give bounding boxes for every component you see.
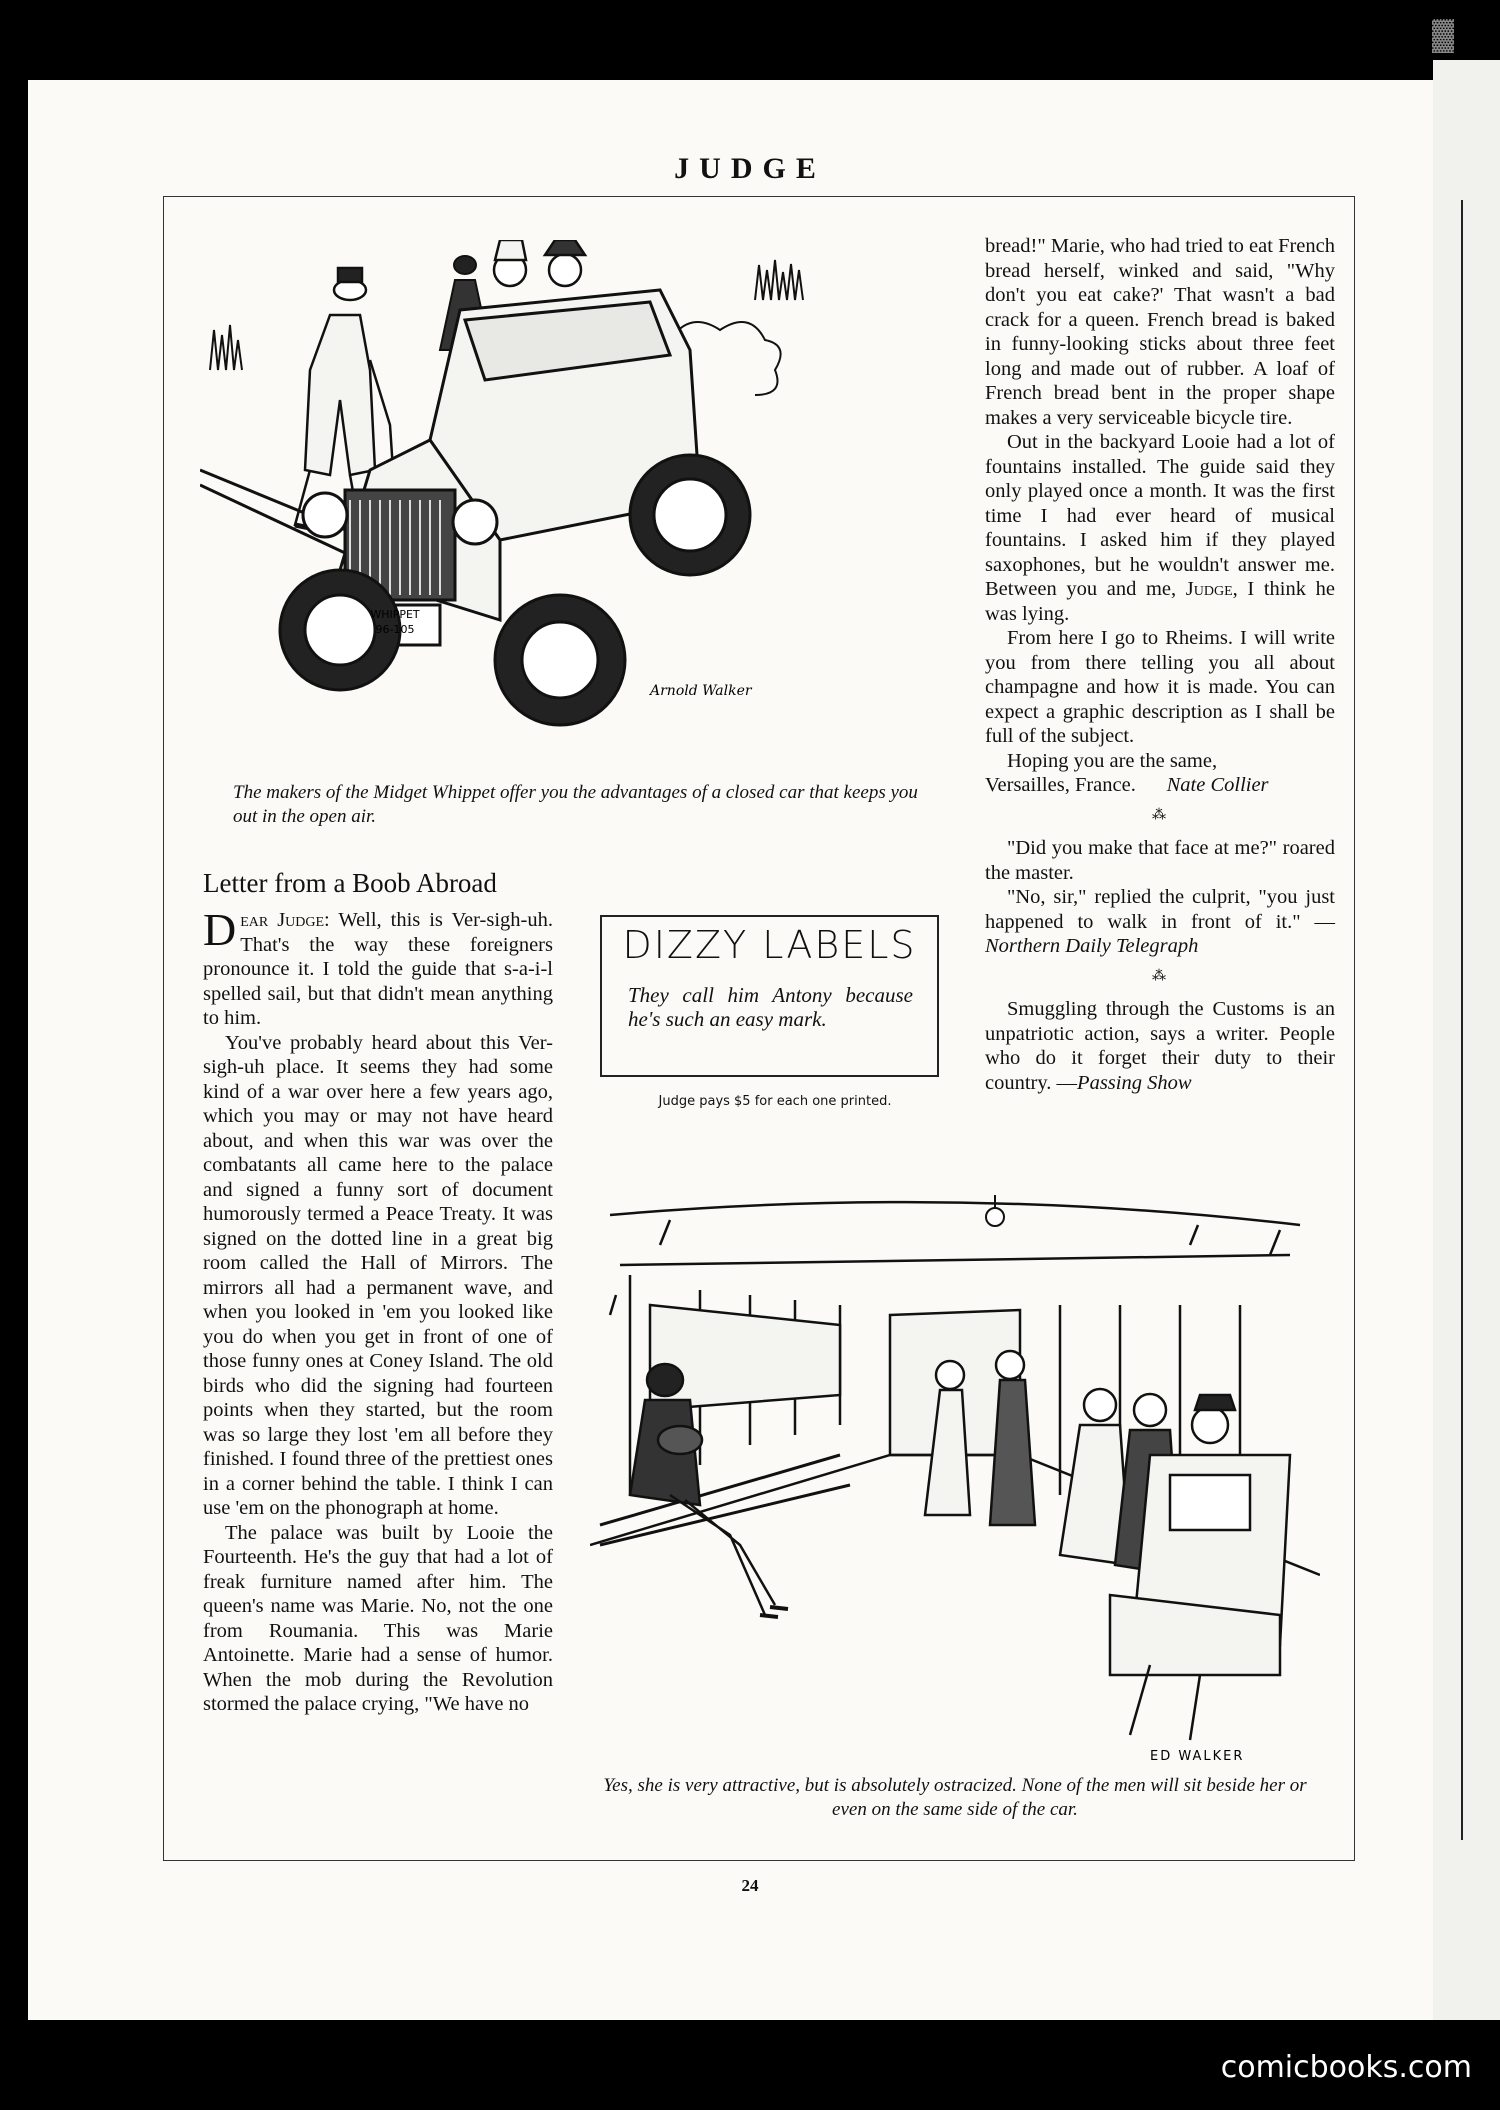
left-column [203, 904, 554, 1717]
streetcar-cartoon-illustration [590, 1195, 1320, 1765]
joke2 [985, 997, 1335, 1095]
separator-1: ⁂ [1152, 807, 1168, 823]
p2-text-a: Out in the backyard Looie had a lot of fountains installed. The guide said they only played once a month. It was the first time I had ever heard of musical fountains. I asked him if they played saxophones, but he wouldn't answer me. Between you and me, [985, 431, 1335, 600]
article-p1-text: Well, this is Ver-sigh-uh. That's the way these foreigners pronounce it. I told the guide that s-a-i-l spelled sail, but that didn't mean anything to him. [203, 909, 554, 1029]
salutation: ear Judge: [240, 909, 330, 931]
article-continued-p2 [985, 430, 1335, 626]
joke1-p1: "Did you make that face at me?" roared the master. [985, 837, 1335, 884]
dizzy-labels-note: Judge pays $5 for each one printed. [658, 1094, 892, 1109]
article-signoff [985, 773, 1335, 798]
corner-scrap: ▓ [1432, 18, 1454, 51]
dizzy-labels-text: They call him Antony because he's such an easy mark. [628, 983, 913, 1031]
drop-cap: D [203, 904, 237, 955]
car-cartoon-caption: The makers of the Midget Whippet offer you the advantages of a closed car that keeps you out in the open air. [233, 782, 918, 827]
signoff-author: Nate Collier [1166, 774, 1269, 796]
cartoon2-signature: ED WALKER [1150, 1749, 1245, 1764]
watermark: comicbooks.com [1220, 2050, 1472, 2085]
joke1-p2 [985, 885, 1335, 959]
right-column [985, 234, 1335, 1095]
article-p2: You've probably heard about this Ver-sigh-uh place. It seems they had some kind of a war over here a few years ago, which you may or may not have heard about, and when this war was over the combatants all came here to the palace and signed a funny sort of document humorously termed a Peace Treaty. It was signed on the dotted line in a great big room called the Hall of Mirrors. The mirrors all had a permanent wave, and when you looked in 'em you looked like you do when you get in front of one of those funny ones at Coney Island. The old birds who did the signing had fourteen points when they started, but the room was so large they lost 'em all before they finished. I found three of the prettiest ones in a corner behind the table. I think I can use 'em on the phonograph at home. [203, 1031, 553, 1519]
article-continued-p3: From here I go to Rheims. I will write you from there telling you all about champagne and how it is made. You can expect a graphic description as I shall be full of the subject. [985, 627, 1335, 747]
facing-page-edge [1433, 60, 1500, 2020]
license-plate-line1: WHIPPET [370, 608, 420, 621]
article-headline: Letter from a Boob Abroad [203, 868, 497, 898]
separator-2: ⁂ [1152, 968, 1168, 984]
dizzy-labels-box [600, 915, 939, 1077]
p2-judge: Judge [1185, 578, 1233, 600]
joke2-source: Passing Show [1077, 1071, 1192, 1094]
masthead: JUDGE [674, 152, 826, 185]
joke1-source: Northern Daily Telegraph [985, 935, 1199, 957]
page-number: 24 [741, 1876, 759, 1895]
article-p3: The palace was built by Looie the Fourteenth. He's the guy that had a lot of freak furniture named after him. The queen's name was Marie. No, not the one from Roumania. This was Marie Antoinette. Marie had a sense of humor. When the mob during the Revolution stormed the palace crying, "We have no [203, 1521, 553, 1715]
car-cartoon-illustration [200, 240, 935, 770]
joke2-text: Smuggling through the Customs is an unpatriotic action, says a writer. People who do it forget their duty to their country. — [985, 998, 1335, 1094]
facing-page-rule [1461, 200, 1463, 1840]
cartoon1-signature: Arnold Walker [650, 683, 752, 699]
dizzy-labels-title: DIZZY LABELS [622, 923, 917, 967]
article-continued-p1: bread!" Marie, who had tried to eat French bread herself, winked and said, "Why don't you eat cake?' That wasn't a bad crack for a queen. French bread is baked in funny-looking sticks about three feet long and made out of rubber. A loaf of French bread bent in the proper shape makes a very serviceable bicycle tire. [985, 235, 1335, 429]
article-p1 [203, 904, 554, 1031]
streetcar-cartoon-caption: Yes, she is very attractive, but is absolutely ostracized. None of the men will sit beside her or even on the same side of the car. [603, 1775, 1307, 1820]
license-plate-line2: 96-105 [375, 623, 415, 636]
article-closing: Hoping you are the same, [1007, 749, 1218, 772]
signoff-place: Versailles, France. [985, 774, 1136, 796]
joke1-text: "No, sir," replied the culprit, "you just happened to walk in front of it." — [985, 886, 1335, 933]
p2-text-b: , I think he was lying. [985, 578, 1335, 625]
